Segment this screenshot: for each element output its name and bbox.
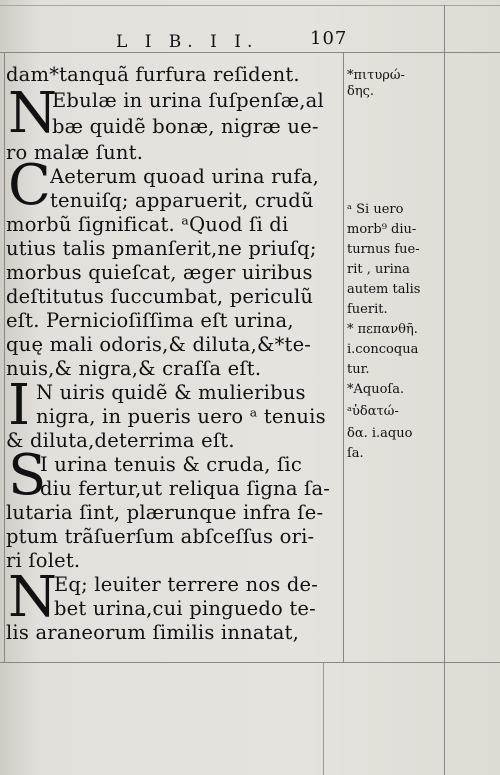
margin-note: fuerit. — [347, 302, 388, 317]
text-line: & diluta,deterrima eſt. — [6, 429, 235, 452]
margin-note: ᵃὑδατώ- — [347, 404, 399, 419]
text-line: morbũ ſignificat. ᵃQuod ſi di — [6, 213, 289, 236]
top-edge-rule — [0, 5, 500, 6]
drop-initial: N — [8, 565, 57, 630]
margin-note: * πεπανθῆ. — [347, 322, 418, 337]
text-line: lis araneorum ſimilis innatat, — [6, 621, 299, 644]
text-line: deſtitutus ſuccumbat, periculũ — [6, 285, 314, 308]
text-line: bet urina,cui pinguedo te- — [54, 597, 316, 620]
margin-note: i.concoqua — [347, 342, 419, 357]
margin-note: tur. — [347, 362, 370, 377]
bottom-rule — [0, 662, 500, 663]
text-line: ptum trãſuerſum abſceſſus ori- — [6, 525, 315, 548]
text-line: tenuiſq; apparuerit, crudũ — [50, 189, 314, 212]
margin-note: ſa. — [347, 446, 364, 461]
text-line: utius talis pmanſerit,ne priuſq; — [6, 237, 317, 260]
text-line: morbus quieſcat, æger uiribus — [6, 261, 313, 284]
text-line: Ebulæ in urina ſuſpenſæ,al — [52, 89, 324, 112]
text-line: Aeterum quoad urina rufa, — [50, 165, 320, 188]
main-column-rule — [343, 52, 344, 662]
margin-note: autem talis — [347, 282, 421, 297]
text-line: N uiris quidẽ & mulieribus — [36, 381, 306, 404]
page-number: 107 — [310, 28, 348, 49]
text-line: Eq; leuiter terrere nos de- — [54, 573, 319, 596]
margin-note: δης. — [347, 84, 375, 99]
margin-note: ᵃ Si uero — [347, 202, 404, 217]
left-margin-rule — [4, 52, 5, 662]
text-line: quę mali odoris,& diluta,&*te- — [6, 333, 312, 356]
text-line: I urina tenuis & cruda, ſic — [40, 453, 302, 476]
drop-initial: N — [8, 81, 57, 146]
margin-note: morb⁹ diu- — [347, 222, 417, 237]
margin-note: rit , urina — [347, 262, 410, 277]
text-line: nuis,& nigra,& craſſa eſt. — [6, 357, 262, 380]
text-line: eſt. Pernicioſiſſima eſt urina, — [6, 309, 294, 332]
margin-note: *Aquoſa. — [347, 382, 405, 397]
drop-initial: I — [8, 373, 31, 438]
text-line: lutaria ſint, plærunque infra ſe- — [6, 501, 324, 524]
lower-guide-rule — [323, 662, 324, 775]
margin-note: *πιτυρώ- — [347, 68, 405, 83]
running-title: L I B. I I. — [116, 32, 259, 52]
text-line: bæ quidẽ bonæ, nigræ ue- — [52, 115, 319, 138]
text-line: ro malæ ſunt. — [6, 141, 144, 164]
drop-initial: C — [8, 153, 51, 218]
text-line: dam*tanquã furfura reſident. — [6, 63, 300, 86]
margin-note: turnus fue- — [347, 242, 420, 257]
text-line: ri ſolet. — [6, 549, 81, 572]
text-line: nigra, in pueris uero ᵃ tenuis — [36, 405, 326, 428]
text-line: diu fertur,ut reliqua ſigna ſa- — [40, 477, 331, 500]
right-margin-rule — [444, 5, 445, 775]
running-header — [110, 30, 370, 56]
margin-note: δα. i.aquo — [347, 426, 413, 441]
drop-initial: S — [8, 443, 47, 508]
